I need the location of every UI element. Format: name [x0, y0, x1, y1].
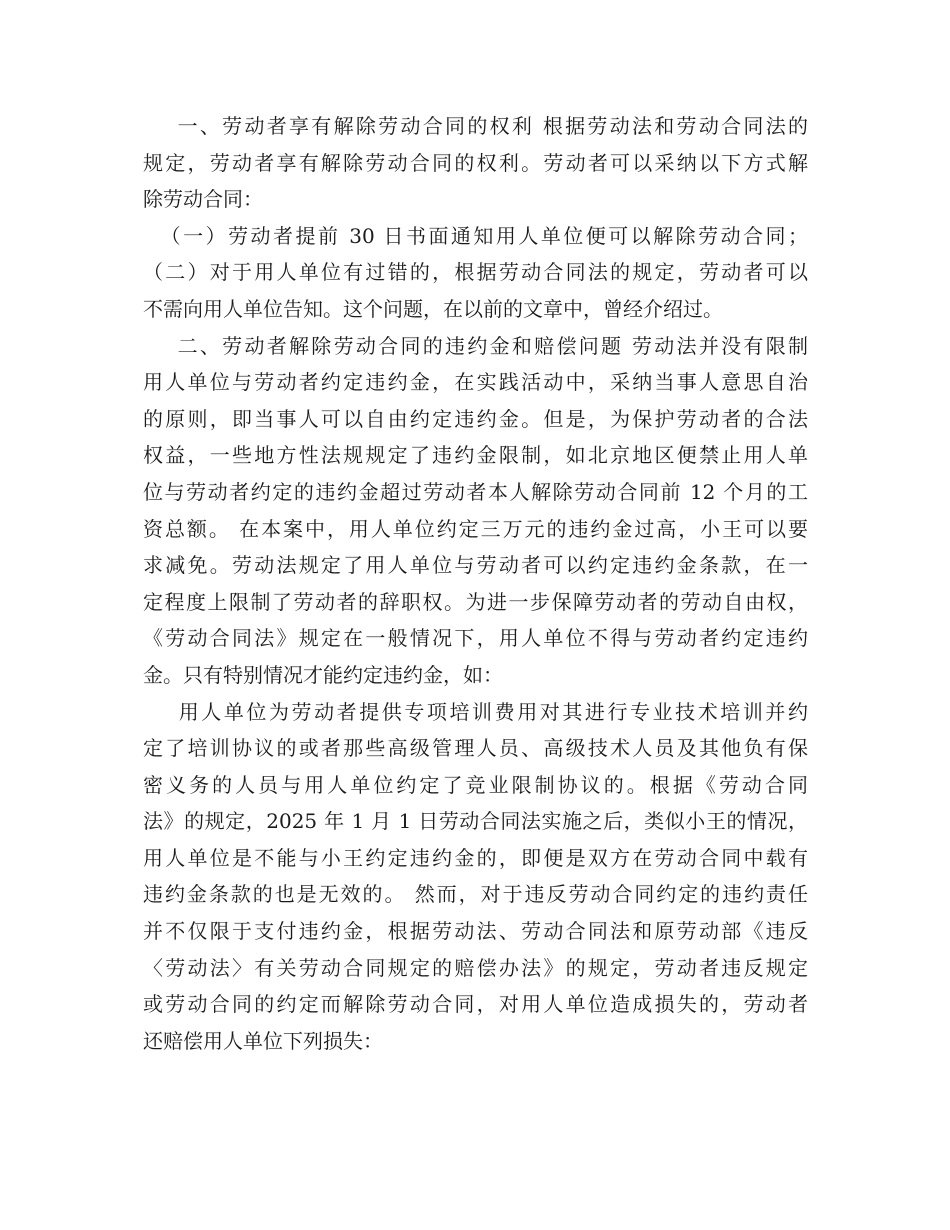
text-line: 并不仅限于支付违约金，根据劳动法、劳动合同法和原劳动部《违反 [143, 919, 808, 944]
text-line: 一、劳动者享有解除劳动合同的权利 根据劳动法和劳动合同法的 [143, 114, 808, 138]
text-line: 用人单位是不能与小王约定违约金的，即便是双方在劳动合同中载有 [143, 845, 808, 870]
text-line: （二）对于用人单位有过错的，根据劳动合同法的规定，劳动者可以 [143, 260, 808, 285]
text-line: 除劳动合同： [143, 187, 263, 212]
text-line: 定了培训协议的或者那些高级管理人员、高级技术人员及其他负有保 [143, 736, 808, 761]
text-line: 求减免。劳动法规定了用人单位与劳动者可以约定违约金条款，在一 [143, 553, 808, 578]
text-line: 的原则，即当事人可以自由约定违约金。但是，为保护劳动者的合法 [143, 406, 808, 431]
text-line: 用人单位为劳动者提供专项培训费用对其进行专业技术培训并约 [143, 699, 808, 724]
text-line: 资总额。 在本案中，用人单位约定三万元的违约金过高，小王可以要 [143, 516, 808, 541]
text-line: 〈劳动法〉有关劳动合同规定的赔偿办法》的规定，劳动者违反规定 [143, 955, 808, 980]
text-line: 用人单位与劳动者约定违约金，在实践活动中，采纳当事人意思自治 [143, 370, 808, 395]
text-line: 违约金条款的也是无效的。 然而，对于违反劳动合同约定的违约责任 [143, 882, 808, 907]
text-line: 密义务的人员与用人单位约定了竞业限制协议的。根据《劳动合同 [143, 772, 808, 797]
text-line: 二、劳动者解除劳动合同的违约金和赔偿问题 劳动法并没有限制 [143, 333, 808, 358]
text-line: 或劳动合同的约定而解除劳动合同，对用人单位造成损失的，劳动者 [143, 992, 808, 1017]
text-line: 法》的规定，2025 年 1 月 1 日劳动合同法实施之后，类似小王的情况， [143, 809, 808, 834]
text-line: 定程度上限制了劳动者的辞职权。为进一步保障劳动者的劳动自由权， [143, 589, 808, 614]
text-line: 规定，劳动者享有解除劳动合同的权利。劳动者可以采纳以下方式解 [143, 150, 808, 175]
document-body [143, 108, 808, 1059]
text-line: 还赔偿用人单位下列损失： [143, 1028, 383, 1053]
text-line: （一）劳动者提前 30 日书面通知用人单位便可以解除劳动合同； [143, 223, 808, 248]
text-line: 不需向用人单位告知。这个问题，在以前的文章中，曾经介绍过。 [143, 296, 723, 321]
text-line: 权益，一些地方性法规规定了违约金限制，如北京地区便禁止用人单 [143, 443, 808, 468]
text-line: 金。只有特别情况才能约定违约金，如： [143, 662, 503, 687]
text-line: 《劳动合同法》规定在一般情况下，用人单位不得与劳动者约定违约 [143, 626, 808, 651]
text-line: 位与劳动者约定的违约金超过劳动者本人解除劳动合同前 12 个月的工 [143, 479, 808, 504]
